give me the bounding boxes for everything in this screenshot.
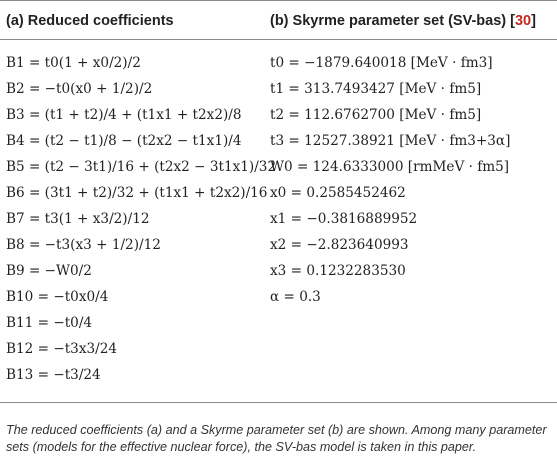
parameter-row: t0 = −1879.640018 [MeV · fm3] xyxy=(270,55,493,71)
coefficient-row: B5 = (t2 − 3t1)/16 + (t2x2 − 3t1x1)/32 xyxy=(6,159,277,175)
header-b-close: ] xyxy=(531,13,536,29)
citation-link[interactable]: 30 xyxy=(514,13,532,29)
parameter-row: t2 = 112.6762700 [MeV · fm5] xyxy=(270,107,482,123)
coefficient-row: B13 = −t3/24 xyxy=(6,367,101,383)
coefficient-row: B8 = −t3(x3 + 1/2)/12 xyxy=(6,237,161,253)
coefficient-row: B4 = (t2 − t1)/8 − (t2x2 − t1x1)/4 xyxy=(6,133,242,149)
table-caption: The reduced coefficients (a) and a Skyrme parameter set (b) are shown. Among many parameter sets (models for the effective nuclear force), the SV-bas model is taken in this paper. xyxy=(6,423,547,454)
coefficient-row: B1 = t0(1 + x0/2)/2 xyxy=(6,55,141,71)
parameter-row: x3 = 0.1232283530 xyxy=(270,263,406,279)
coefficient-row: B12 = −t3x3/24 xyxy=(6,341,118,357)
parameter-row: x2 = −2.823640993 xyxy=(270,237,409,253)
coefficient-row: B3 = (t1 + t2)/4 + (t1x1 + t2x2)/8 xyxy=(6,107,242,123)
parameter-row: t3 = 12527.38921 [MeV · fm3+3α] xyxy=(270,133,511,149)
bottom-rule xyxy=(0,402,557,403)
coefficient-row: B6 = (3t1 + t2)/32 + (t1x1 + t2x2)/16 xyxy=(6,185,268,201)
parameter-row: t1 = 313.7493427 [MeV · fm5] xyxy=(270,81,482,97)
coefficient-row: B9 = −W0/2 xyxy=(6,263,92,279)
top-rule xyxy=(0,0,557,1)
coefficient-row: B10 = −t0x0/4 xyxy=(6,289,109,305)
coefficient-row: B2 = −t0(x0 + 1/2)/2 xyxy=(6,81,153,97)
parameter-row: x0 = 0.2585452462 xyxy=(270,185,406,201)
header-b-text: (b) Skyrme parameter set (SV-bas) [ xyxy=(270,13,515,29)
header-rule xyxy=(0,39,557,40)
header-reduced-coefficients: (a) Reduced coefficients xyxy=(6,13,174,29)
header-skyrme-parameter-set xyxy=(270,13,536,29)
parameter-row: α = 0.3 xyxy=(270,289,321,305)
coefficient-row: B11 = −t0/4 xyxy=(6,315,93,331)
parameter-row: x1 = −0.3816889952 xyxy=(270,211,418,227)
coefficient-row: B7 = t3(1 + x3/2)/12 xyxy=(6,211,150,227)
parameter-row: W0 = 124.6333000 [rmMeV · fm5] xyxy=(270,159,510,175)
